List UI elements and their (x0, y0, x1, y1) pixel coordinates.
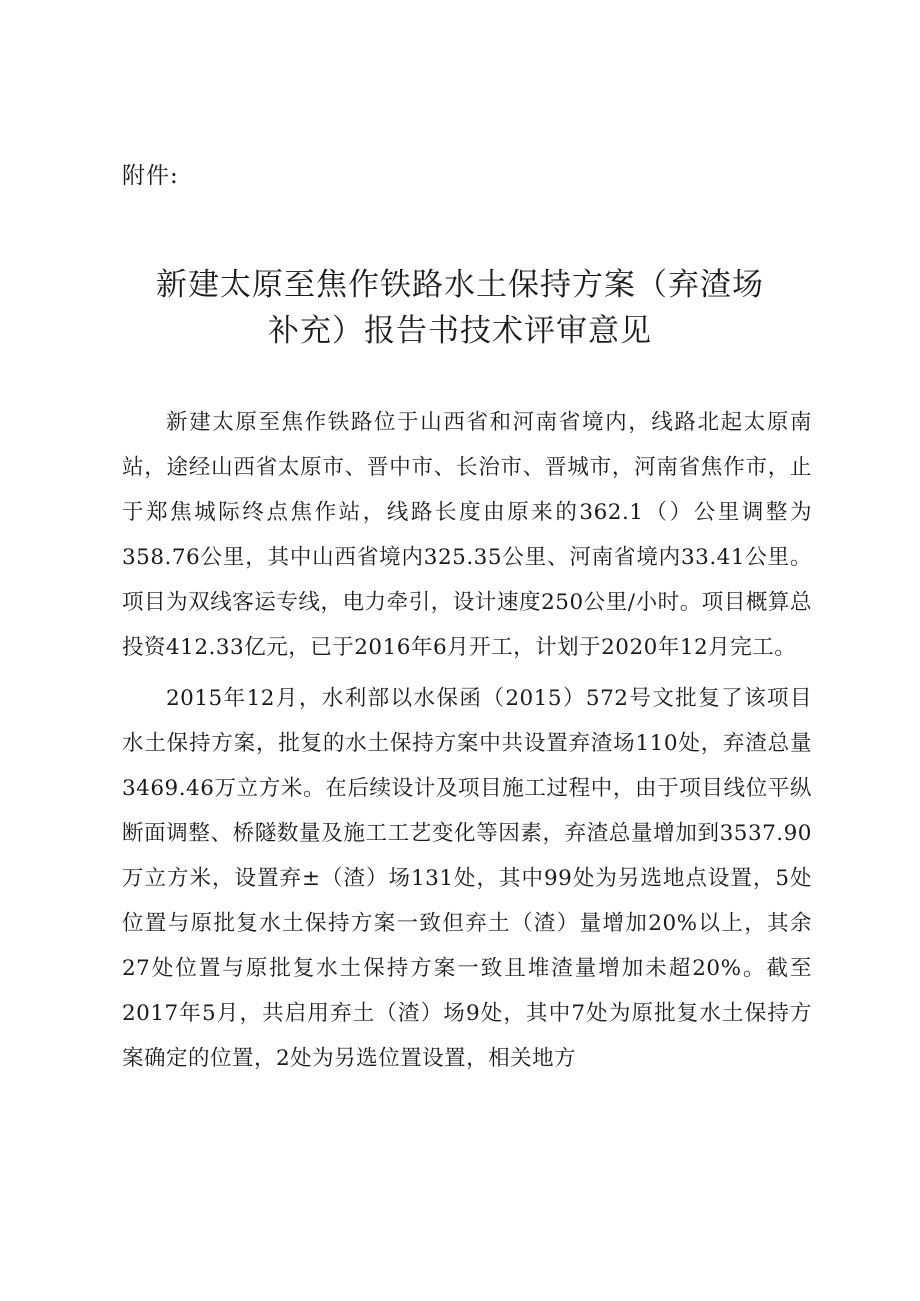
title-line-2: 补充）报告书技术评审意见 (268, 313, 652, 349)
document-body (122, 400, 812, 1087)
paragraph-project-overview: 新建太原至焦作铁路位于山西省和河南省境内，线路北起太原南站，途经山西省太原市、晋中市、长治市、晋城市，河南省焦作市，止于郑焦城际终点焦作站，线路长度由原来的362.1（）公里调整为358.76公里，其中山西省境内325.35公里、河南省境内33.41公里。项目为双线客运专线，电力牵引，设计速度250公里/小时。项目概算总投资412.33亿元，已于2016年6月开工，计划于2020年12月完工。 (122, 410, 812, 660)
attachment-label: 附件: (122, 163, 179, 189)
paragraph-approval-history: 2015年12月，水利部以水保函（2015）572号文批复了该项目水土保持方案，批复的水土保持方案中共设置弃渣场110处，弃渣总量3469.46万立方米。在后续设计及项目施工过程中，由于项目线位平纵断面调整、桥隧数量及施工工艺变化等因素，弃渣总量增加到3537.90万立方米，设置弃±（渣）场131处，其中99处为另选地点设置，5处位置与原批复水土保持方案一致但弃土（渣）量增加20%以上，其余27处位置与原批复水土保持方案一致且堆渣量增加未超20%。截至2017年5月，共启用弃土（渣）场9处，其中7处为原批复水土保持方案确定的位置，2处为另选位置设置，相关地方 (122, 686, 812, 1071)
title-line-1: 新建太原至焦作铁路水土保持方案（弃渣场 (156, 267, 764, 303)
document-title (100, 262, 820, 354)
